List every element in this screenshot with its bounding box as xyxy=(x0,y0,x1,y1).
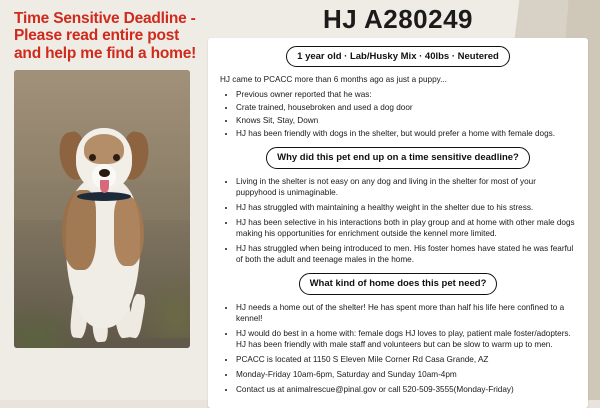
list-item: • Previous owner reported that he was: xyxy=(236,89,578,100)
section-heading-deadline: Why did this pet end up on a time sensitive deadline? xyxy=(266,147,530,168)
list-item: • Living in the shelter is not easy on any dog and living in the shelter for most of your puppyhood is unimaginable. xyxy=(236,176,578,199)
intro-bullet-list xyxy=(218,89,578,139)
section-heading-home-needs: What kind of home does this pet need? xyxy=(299,273,498,294)
list-item: • HJ needs a home out of the shelter! He has spent more than half his life here confined to a kennel! xyxy=(236,302,578,325)
list-item: • HJ would do best in a home with: female dogs HJ loves to play, patient male foster/adopters. HJ has been friendly with male staff and volunteers but can be slow to warm up to men. xyxy=(236,328,578,351)
dog-photo xyxy=(14,70,190,348)
dog-coat-patch-left xyxy=(62,190,96,270)
dog-tongue xyxy=(100,180,109,193)
list-item: • PCACC is located at 1150 S Eleven Mile Corner Rd Casa Grande, AZ xyxy=(236,354,578,365)
dog-coat-patch-right xyxy=(114,196,144,266)
home-needs-bullet-list xyxy=(218,302,578,395)
list-item: • HJ has struggled when being introduced to men. His foster homes have stated he was fearful of both the adult and teenage males in the home. xyxy=(236,243,578,266)
list-item: • HJ has been friendly with dogs in the shelter, but would prefer a home with female dogs. xyxy=(236,128,578,139)
list-item: • Monday-Friday 10am-6pm, Saturday and Sunday 10am-4pm xyxy=(236,369,578,380)
intro-text: HJ came to PCACC more than 6 months ago as just a puppy... xyxy=(220,75,447,85)
info-card xyxy=(208,38,588,408)
list-item: • Crate trained, housebroken and used a dog door xyxy=(236,102,578,113)
page-title: HJ A280249 xyxy=(322,4,474,34)
list-item: • HJ has struggled with maintaining a healthy weight in the shelter due to his stress. xyxy=(236,202,578,213)
deadline-bullet-list xyxy=(218,176,578,266)
right-column xyxy=(208,6,588,408)
list-item: • Contact us at animalrescue@pinal.gov or call 520-509-3555(Monday-Friday) xyxy=(236,384,578,395)
headline-text: Time Sensitive Deadline - Please read entire post and help me find a home! xyxy=(14,10,197,62)
left-column xyxy=(14,10,200,348)
list-item: • Knows Sit, Stay, Down xyxy=(236,115,578,126)
list-item: • HJ has been selective in his interactions both in play group and at home with other male dogs making his opportunities for enrichment outside the kennel more limited. xyxy=(236,217,578,240)
pet-info-badge: 1 year old · Lab/Husky Mix · 40lbs · Neutered xyxy=(286,46,510,67)
